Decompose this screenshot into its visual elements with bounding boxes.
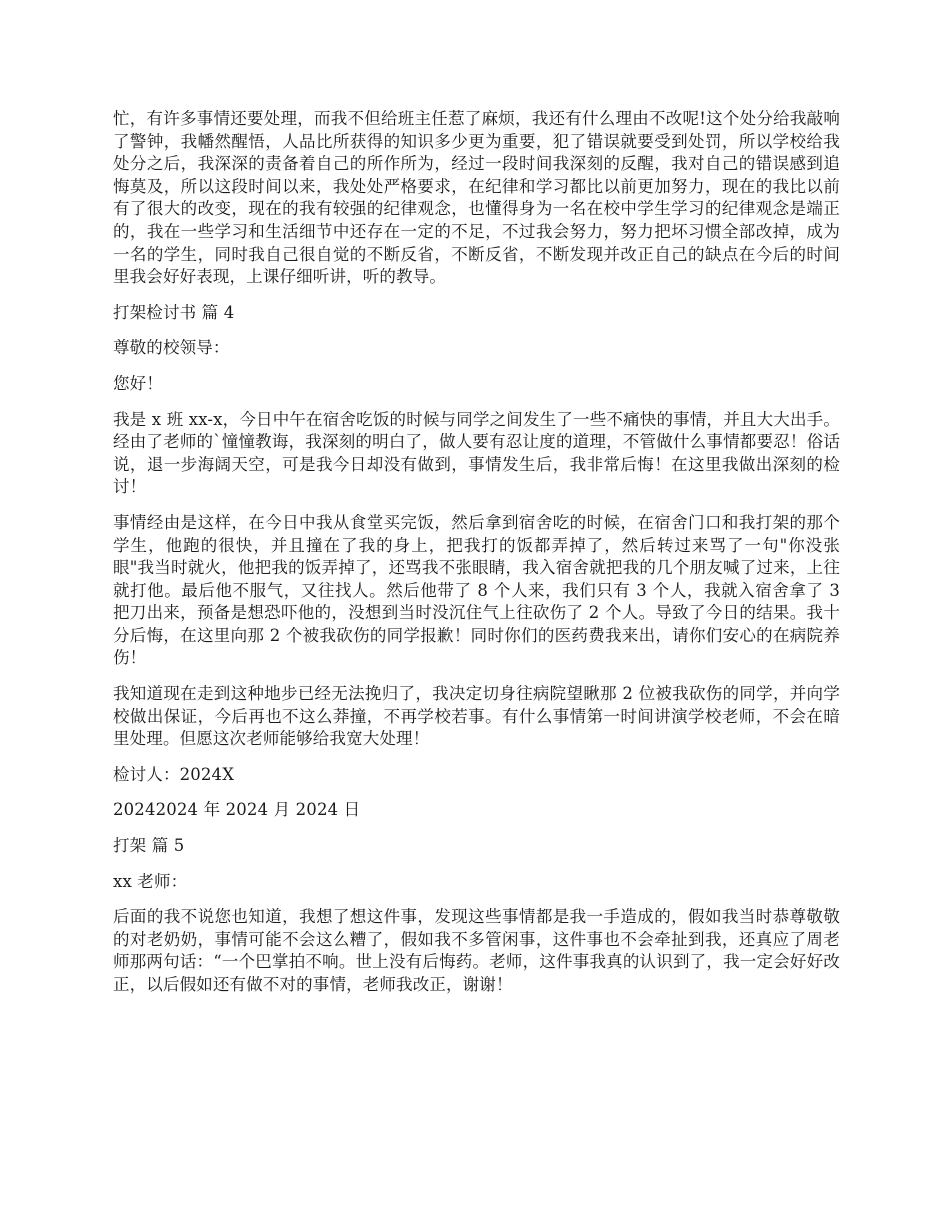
paragraph-resolution: 我知道现在走到这种地步已经无法挽归了，我决定切身往病院望瞅那 2 位被我砍伤的同学，并向学校做出保证，今后再也不这么莽撞，不再学校若事。有什么事情第一时间讲演学校老师，不会在暗里处理。但愿这次老师能够给我宽大处理！ [113, 684, 840, 749]
paragraph-events: 事情经由是这样，在今日中我从食堂买完饭，然后拿到宿舍吃的时候，在宿舍门口和我打架的那个学生，他跑的很快，并且撞在了我的身上，把我打的饭都弄掉了，然后转过来骂了一句"你没张眼"我当时就火，他把我的饭弄掉了，还骂我不张眼睛，我入宿舍就把我的几个朋友喊了过来，上往就打他。最后他不服气，又往找人。然后他带了 8 个人来，我们只有 3 个人，我就入宿舍拿了 3 把刀出来，预备是想恐吓他的，没想到当时没沉住气上往砍伤了 2 个人。导致了今日的结果。我十分后悔，在这里向那 2 个被我砍伤的同学报歉！同时你们的医药费我来出，请你们安心的在病院养伤！ [113, 512, 840, 668]
salutation-teacher: xx 老师： [113, 871, 188, 891]
greeting: 您好！ [113, 373, 163, 393]
paragraph-intro: 我是 x 班 xx-x，今日中午在宿舍吃饭的时候与同学之间发生了一些不痛快的事情，并且大大出手。经由了老师的`憧憧教诲，我深刻的明白了，做人要有忍让度的道理，不管做什么事情都要忍！俗话说，退一步海阔天空，可是我今日却没有做到，事情发生后，我非常后悔！在这里我做出深刻的检讨！ [113, 409, 840, 497]
document-body [113, 108, 840, 1010]
section-heading-5: 打架 篇 5 [113, 836, 185, 856]
salutation: 尊敬的校领导： [113, 338, 230, 358]
section-heading-4: 打架检讨书 篇 4 [113, 302, 235, 322]
date-line: 20242024 年 2024 月 2024 日 [113, 800, 361, 820]
signature-line: 检讨人：2024X [113, 764, 235, 784]
paragraph-continuation: 忙，有许多事情还要处理，而我不但给班主任惹了麻烦，我还有什么理由不改呢!这个处分给我敲响了警钟，我幡然醒悟，人品比所获得的知识多少更为重要，犯了错误就要受到处罚，所以学校给我处分之后，我深深的责备着自己的所作所为，经过一段时间我深刻的反醒，我对自己的错误感到追悔莫及，所以这段时间以来，我处处严格要求，在纪律和学习都比以前更加努力，现在的我比以前有了很大的改变，现在的我有较强的纪律观念，也懂得身为一名在校中学生学习的纪律观念是端正的，我在一些学习和生活细节中还存在一定的不足，不过我会努力，努力把坏习惯全部改掉，成为一名的学生，同时我自己很自觉的不断反省，不断反省，不断发现并改正自己的缺点在今后的时间里我会好好表现，上课仔细听讲，听的教导。 [113, 109, 840, 287]
paragraph-closing: 后面的我不说您也知道，我想了想这件事，发现这些事情都是我一手造成的，假如我当时恭尊敬敬的对老奶奶，事情可能不会这么糟了，假如我不多管闲事，这件事也不会牵扯到我，还真应了周老师那两句话：“一个巴掌拍不响。世上没有后悔药。老师，这件事我真的认识到了，我一定会好好改正，以后假如还有做不对的事情，老师我改正，谢谢！ [113, 907, 840, 994]
